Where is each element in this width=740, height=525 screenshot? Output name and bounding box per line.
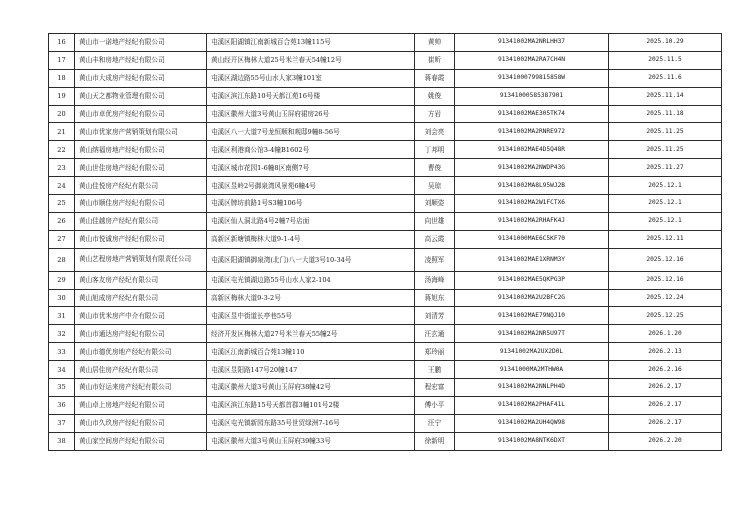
record-date: 2025.12.16: [609, 271, 722, 289]
company-name: 黄山佳越房产经纪有限公司: [75, 212, 207, 230]
credit-code: 91341000585387901: [455, 87, 609, 105]
table-row: [49, 195, 722, 213]
contact-person: 汪宁: [415, 414, 455, 432]
table-row: [49, 69, 722, 87]
table-row: [49, 141, 722, 159]
credit-code: 91341002MAE4D5Q48R: [455, 141, 609, 159]
table-row: [49, 271, 722, 289]
table-row: [49, 51, 722, 69]
table-row: [49, 289, 722, 307]
contact-person: 刘清芳: [415, 307, 455, 325]
record-date: 2025.12.1: [609, 177, 722, 195]
company-address: 屯溪区徽州大道3号黄山玉屏府38幢42号: [207, 379, 415, 397]
contact-person: 程宏富: [415, 379, 455, 397]
table-body: [49, 34, 722, 451]
record-date: 2025.11.18: [609, 105, 722, 123]
contact-person: 姚俊: [415, 87, 455, 105]
contact-person: 吴琼: [415, 177, 455, 195]
contact-person: 汪玄通: [415, 325, 455, 343]
record-date: 2025.12.24: [609, 289, 722, 307]
record-date: 2025.12.16: [609, 248, 722, 271]
credit-code: 91341002MA2NWDP43G: [455, 159, 609, 177]
credit-code: 91341002MA2RHAFK4J: [455, 212, 609, 230]
registry-table: [48, 33, 722, 451]
table-row: [49, 177, 722, 195]
credit-code: 91341002MA2PHAF41L: [455, 396, 609, 414]
record-date: 2025.12.11: [609, 230, 722, 248]
table-row: [49, 34, 722, 52]
contact-person: 曹俊: [415, 159, 455, 177]
table-row: [49, 248, 722, 271]
contact-person: 凌照军: [415, 248, 455, 271]
record-date: 2025.11.25: [609, 141, 722, 159]
credit-code: 91341002MAE1XRNM3Y: [455, 248, 609, 271]
company-address: 屯溪区城市花园1-6幢8区南侧7号: [207, 159, 415, 177]
contact-person: 丁邦明: [415, 141, 455, 159]
table-row: [49, 307, 722, 325]
company-name: 黄山市优米房产中介有限公司: [75, 307, 207, 325]
company-name: 黄山纳福房地产经纪有限公司: [75, 141, 207, 159]
company-name: 黄山市久玖房产经纪有限公司: [75, 414, 207, 432]
table-row: [49, 379, 722, 397]
row-number: 31: [49, 307, 75, 325]
company-address: 屯溪区牌坊前路1号S3幢106号: [207, 195, 415, 213]
row-number: 24: [49, 177, 75, 195]
company-address: 屯溪区仙人洞北路4号2幢7号店面: [207, 212, 415, 230]
contact-person: 高云霞: [415, 230, 455, 248]
credit-code: 91341002MAE305TK74: [455, 105, 609, 123]
company-name: 黄山市通达房产经纪有限公司: [75, 325, 207, 343]
row-number: 18: [49, 69, 75, 87]
company-name: 黄山市悦诚房产经纪有限公司: [75, 230, 207, 248]
contact-person: 崔昕: [415, 51, 455, 69]
company-address: 屯溪区屯光镇湖边路55号山水人家2-104: [207, 271, 415, 289]
company-name: 黄山天之都物业管理有限公司: [75, 87, 207, 105]
credit-code: 91341002MA2U2BFC2G: [455, 289, 609, 307]
record-date: 2025.12.1: [609, 212, 722, 230]
company-name: 黄山旭成房产经纪有限公司: [75, 289, 207, 307]
table-row: [49, 230, 722, 248]
row-number: 23: [49, 159, 75, 177]
row-number: 19: [49, 87, 75, 105]
contact-person: 傅小平: [415, 396, 455, 414]
company-address: 屯溪区徽州大道3号黄山玉屏府裙房26号: [207, 105, 415, 123]
table-row: [49, 123, 722, 141]
record-date: 2026.2.16: [609, 361, 722, 379]
company-address: 屯溪区昱中街道长亭巷55号: [207, 307, 415, 325]
company-name: 黄山居佳房产经纪有限公司: [75, 361, 207, 379]
company-name: 黄山市优家房产营销策划有限公司: [75, 123, 207, 141]
company-name: 黄山丰和房地产经纪有限公司: [75, 51, 207, 69]
contact-person: 刘顺姿: [415, 195, 455, 213]
record-date: 2025.11.27: [609, 159, 722, 177]
table-row: [49, 343, 722, 361]
record-date: 2025.11.6: [609, 69, 722, 87]
credit-code: 91341002MA8NTK6DXT: [455, 432, 609, 450]
company-name: 黄山客友房产经纪有限公司: [75, 271, 207, 289]
company-address: 屯溪区阳湖镇江南新城百合苑13幢115号: [207, 34, 415, 52]
company-name: 黄山佳悦房产经纪有限公司: [75, 177, 207, 195]
table-row: [49, 361, 722, 379]
table-row: [49, 105, 722, 123]
row-number: 38: [49, 432, 75, 450]
contact-person: 蒋春霞: [415, 69, 455, 87]
credit-code: 91341002MA2NNLPH4D: [455, 379, 609, 397]
record-date: 2026.2.17: [609, 379, 722, 397]
company-name: 黄山市大成房产经纪有限公司: [75, 69, 207, 87]
company-address: 经济开发区梅林大道27号米兰春天55幢2号: [207, 325, 415, 343]
credit-code: 91341002MA2W1FCTX6: [455, 195, 609, 213]
company-address: 屯溪区昱岭2号御泉湾风景苑6幢4号: [207, 177, 415, 195]
company-name: 黄山家空间房产经纪有限公司: [75, 432, 207, 450]
row-number: 30: [49, 289, 75, 307]
company-address: 高新区梅林大道9-3-2号: [207, 289, 415, 307]
company-address: 屯溪区利港商公馆3-4幢B1602号: [207, 141, 415, 159]
row-number: 29: [49, 271, 75, 289]
company-name: 黄山市好运来房产经纪有限公司: [75, 379, 207, 397]
credit-code: 91341002MA2UH4QW98: [455, 414, 609, 432]
company-address: 屯溪区屯光镇新园东路35号世贸绿洲7-16号: [207, 414, 415, 432]
company-name: 黄山卓上房地产经纪有限公司: [75, 396, 207, 414]
table-row: [49, 212, 722, 230]
row-number: 34: [49, 361, 75, 379]
row-number: 21: [49, 123, 75, 141]
record-date: 2025.11.25: [609, 123, 722, 141]
company-address: 屯溪区滨江东路10号天都江苑16号楼: [207, 87, 415, 105]
contact-person: 方岩: [415, 105, 455, 123]
company-name: 黄山市卓优房产经纪有限公司: [75, 105, 207, 123]
row-number: 36: [49, 396, 75, 414]
company-name: 黄山市德优房地产经纪有限公司: [75, 343, 207, 361]
credit-code: 913410007998158​58W: [455, 69, 609, 87]
record-date: 2025.11.14: [609, 87, 722, 105]
credit-code: 91341002MAE5QKPG3P: [455, 271, 609, 289]
company-address: 屯溪区江南新城百合苑13幢110: [207, 343, 415, 361]
row-number: 32: [49, 325, 75, 343]
record-date: 2025.11.5: [609, 51, 722, 69]
table-row: [49, 325, 722, 343]
table-row: [49, 87, 722, 105]
record-date: 2025.12.1: [609, 195, 722, 213]
row-number: 16: [49, 34, 75, 52]
row-number: 28: [49, 248, 75, 271]
row-number: 26: [49, 212, 75, 230]
credit-code: 91341002MA2RNRE972: [455, 123, 609, 141]
record-date: 2025.12.25: [609, 307, 722, 325]
contact-person: 汤海峰: [415, 271, 455, 289]
company-name: 黄山市一诺地产经纪有限公司: [75, 34, 207, 52]
row-number: 20: [49, 105, 75, 123]
table-row: [49, 159, 722, 177]
record-date: 2026.2.20: [609, 432, 722, 450]
record-date: 2026.2.17: [609, 414, 722, 432]
credit-code: 91341002MA2UX2D0L: [455, 343, 609, 361]
company-address: 屯溪区八一大道7号龙恒顺和观邸9幢8-56号: [207, 123, 415, 141]
company-address: 屯溪区阳湖镇御泉湾(北门)八一大道3号10-34号: [207, 248, 415, 271]
row-number: 25: [49, 195, 75, 213]
contact-person: 刘会亮: [415, 123, 455, 141]
row-number: 27: [49, 230, 75, 248]
row-number: 33: [49, 343, 75, 361]
row-number: 35: [49, 379, 75, 397]
row-number: 17: [49, 51, 75, 69]
company-address: 屯溪区徽州大道3号黄山玉屏府39幢33号: [207, 432, 415, 450]
record-date: 2025.10.29: [609, 34, 722, 52]
contact-person: 郑玲丽: [415, 343, 455, 361]
credit-code: 91341000MA2MTHW0A: [455, 361, 609, 379]
company-address: 黄山经开区梅林大道25号米兰春天54幢12号: [207, 51, 415, 69]
contact-person: 向世雄: [415, 212, 455, 230]
company-address: 高新区新塘镇梅林大道9-1-4号: [207, 230, 415, 248]
company-name: 黄山世佳房地产经纪有限公司: [75, 159, 207, 177]
company-address: 屯溪区湖边路55号山水人家3幢101室: [207, 69, 415, 87]
credit-code: 91341002MA2NRLHH37: [455, 34, 609, 52]
record-date: 2026.2.13: [609, 343, 722, 361]
table-row: [49, 432, 722, 450]
credit-code: 91341002MA8L95WJ2B: [455, 177, 609, 195]
contact-person: 黄帅: [415, 34, 455, 52]
record-date: 2026.1.20: [609, 325, 722, 343]
credit-code: 91341002MAE79NQJ10: [455, 307, 609, 325]
contact-person: 王鹏: [415, 361, 455, 379]
contact-person: 蒋旭东: [415, 289, 455, 307]
credit-code: 91341000MAE6C5KF70: [455, 230, 609, 248]
credit-code: 91341002MA2RA7CH4N: [455, 51, 609, 69]
table-row: [49, 414, 722, 432]
company-address: 屯溪区昱阳路147号20幢147: [207, 361, 415, 379]
company-name: 黄山艺程房地产营销策划有限责任公司: [75, 248, 207, 271]
row-number: 37: [49, 414, 75, 432]
row-number: 22: [49, 141, 75, 159]
table-row: [49, 396, 722, 414]
company-address: 屯溪区滨江东路15号天都首郡3幢101号2楼: [207, 396, 415, 414]
contact-person: 徐新明: [415, 432, 455, 450]
company-name: 黄山市顺佳房产经纪有限公司: [75, 195, 207, 213]
credit-code: 91341002MA2NR5U97T: [455, 325, 609, 343]
record-date: 2026.2.17: [609, 396, 722, 414]
